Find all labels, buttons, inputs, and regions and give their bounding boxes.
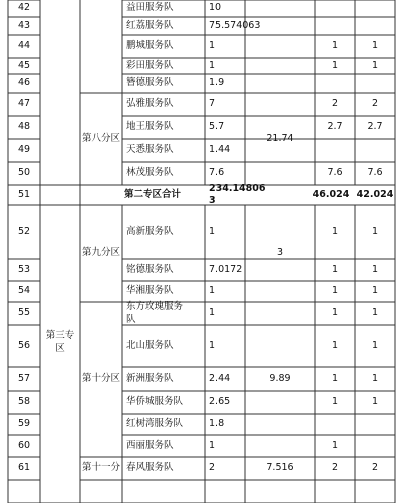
value-cell: 1 bbox=[331, 285, 339, 297]
value-cell: 7.0172 bbox=[209, 263, 243, 275]
team-name-cell: 西丽服务队 bbox=[126, 439, 174, 451]
row-number-cell: 59 bbox=[17, 418, 31, 430]
district-total-cell: 3 bbox=[276, 247, 284, 259]
row-number-cell: 53 bbox=[17, 263, 31, 275]
team-name-cell: 鹏城服务队 bbox=[126, 40, 174, 52]
team-name-cell: 益田服务队 bbox=[126, 2, 174, 14]
value-cell: 10 bbox=[209, 2, 222, 14]
value-cell bbox=[355, 74, 395, 93]
row-number-cell: 56 bbox=[17, 339, 31, 351]
value-cell bbox=[315, 0, 355, 17]
value-cell: 1 bbox=[331, 396, 339, 408]
value-cell: 1 bbox=[331, 40, 339, 52]
team-name-cell: 高新服务队 bbox=[126, 225, 174, 237]
value-cell bbox=[315, 139, 355, 162]
row-number-cell: 58 bbox=[17, 396, 31, 408]
value-cell: 7.6 bbox=[367, 167, 383, 179]
value-cell: 7.6 bbox=[209, 167, 225, 179]
value-cell: 1 bbox=[371, 307, 379, 319]
row-number-cell: 52 bbox=[17, 225, 31, 237]
value-cell bbox=[315, 74, 355, 93]
value-cell: 7 bbox=[209, 98, 216, 110]
value-cell: 2 bbox=[371, 462, 379, 474]
value-cell: 2.7 bbox=[367, 121, 383, 133]
value-cell: 1 bbox=[209, 285, 216, 297]
value-cell: 1 bbox=[331, 59, 339, 71]
value-cell: 1 bbox=[371, 59, 379, 71]
team-name-cell: 春风服务队 bbox=[126, 462, 174, 474]
value-cell: 1 bbox=[331, 307, 339, 319]
team-name-cell: 华侨城服务队 bbox=[126, 396, 184, 408]
row-number-cell: 60 bbox=[17, 439, 31, 451]
district-label-cell: 第十分区 bbox=[81, 373, 120, 385]
district-label-cell: 第九分区 bbox=[81, 247, 120, 259]
value-cell bbox=[355, 17, 395, 35]
district-total-cell: 9.89 bbox=[269, 373, 291, 385]
row-number-cell: 44 bbox=[17, 40, 31, 52]
team-name-cell: 彩田服务队 bbox=[126, 59, 174, 71]
row-number-cell: 51 bbox=[17, 188, 31, 200]
value-cell: 1 bbox=[209, 40, 216, 52]
team-name-cell: 地王服务队 bbox=[126, 121, 174, 133]
row-number-cell: 49 bbox=[17, 144, 31, 156]
value-cell: 2.44 bbox=[209, 372, 231, 384]
value-cell: 1 bbox=[209, 225, 216, 237]
row-number-cell: 57 bbox=[17, 372, 31, 384]
value-cell: 5.7 bbox=[209, 121, 225, 133]
value-cell: 1 bbox=[371, 396, 379, 408]
value-cell: 1.9 bbox=[209, 77, 225, 89]
value-cell: 1.8 bbox=[209, 418, 225, 430]
value-cell bbox=[315, 414, 355, 435]
value-cell: 1 bbox=[371, 263, 379, 275]
row-number-cell: 45 bbox=[17, 59, 31, 71]
team-name-cell: 天悉服务队 bbox=[126, 144, 174, 156]
team-name-cell: 红树湾服务队 bbox=[126, 418, 184, 430]
value-cell bbox=[355, 0, 395, 17]
value-cell: 1 bbox=[371, 40, 379, 52]
value-cell: 75.574063 bbox=[209, 19, 261, 31]
value-cell: 2.65 bbox=[209, 396, 231, 408]
value-cell: 1 bbox=[331, 339, 339, 351]
team-name-cell: 红荔服务队 bbox=[126, 19, 174, 31]
value-cell: 1 bbox=[209, 339, 216, 351]
team-name-cell: 林茂服务队 bbox=[126, 167, 174, 179]
district-total-cell: 21.74 bbox=[266, 132, 294, 144]
value-cell: 1 bbox=[371, 339, 379, 351]
team-name-cell: 弘雅服务队 bbox=[126, 98, 174, 110]
row-number-cell: 46 bbox=[17, 77, 31, 89]
district-label-cell: 第八分区 bbox=[81, 132, 120, 144]
subtotal-label-cell: 第二专区合计 bbox=[123, 188, 181, 200]
subtotal-value-cell: 46.024 bbox=[312, 188, 350, 200]
value-cell bbox=[355, 435, 395, 457]
team-name-cell: 铭德服务队 bbox=[126, 263, 174, 275]
row-number-cell: 55 bbox=[17, 307, 31, 319]
subtotal-value-cell: 234.14806 3 bbox=[209, 182, 266, 206]
team-name-cell: 东方玫瑰服务 队 bbox=[126, 301, 184, 325]
value-cell: 1 bbox=[331, 263, 339, 275]
zone-label-cell: 第三专 区 bbox=[45, 330, 75, 354]
value-cell: 2 bbox=[331, 98, 339, 110]
value-cell: 1 bbox=[371, 225, 379, 237]
value-cell bbox=[355, 139, 395, 162]
value-cell: 2.7 bbox=[327, 121, 343, 133]
value-cell bbox=[355, 414, 395, 435]
team-name-cell: 北山服务队 bbox=[126, 339, 174, 351]
row-number-cell: 47 bbox=[17, 98, 31, 110]
team-name-cell: 簪德服务队 bbox=[126, 77, 174, 89]
value-cell: 7.6 bbox=[327, 167, 343, 179]
value-cell: 1 bbox=[331, 439, 339, 451]
district-total-cell: 7.516 bbox=[266, 462, 294, 474]
value-cell: 1.44 bbox=[209, 144, 231, 156]
row-number-cell: 42 bbox=[17, 2, 31, 14]
subtotal-value-cell: 42.024 bbox=[356, 188, 394, 200]
row-number-cell: 43 bbox=[17, 19, 31, 31]
value-cell: 1 bbox=[209, 307, 216, 319]
row-number-cell: 54 bbox=[17, 285, 31, 297]
district-label-cell: 第十一分 bbox=[81, 462, 120, 474]
value-cell: 1 bbox=[331, 225, 339, 237]
value-cell: 1 bbox=[331, 372, 339, 384]
value-cell: 2 bbox=[371, 98, 379, 110]
row-number-cell: 50 bbox=[17, 167, 31, 179]
row-number-cell: 61 bbox=[17, 462, 31, 474]
row-number-cell: 48 bbox=[17, 121, 31, 133]
value-cell: 1 bbox=[209, 439, 216, 451]
value-cell bbox=[315, 17, 355, 35]
team-name-cell: 华湘服务队 bbox=[126, 285, 174, 297]
value-cell: 1 bbox=[371, 285, 379, 297]
team-name-cell: 新洲服务队 bbox=[126, 372, 174, 384]
value-cell: 2 bbox=[209, 462, 216, 474]
value-cell: 2 bbox=[331, 462, 339, 474]
value-cell: 1 bbox=[371, 372, 379, 384]
value-cell: 1 bbox=[209, 59, 216, 71]
